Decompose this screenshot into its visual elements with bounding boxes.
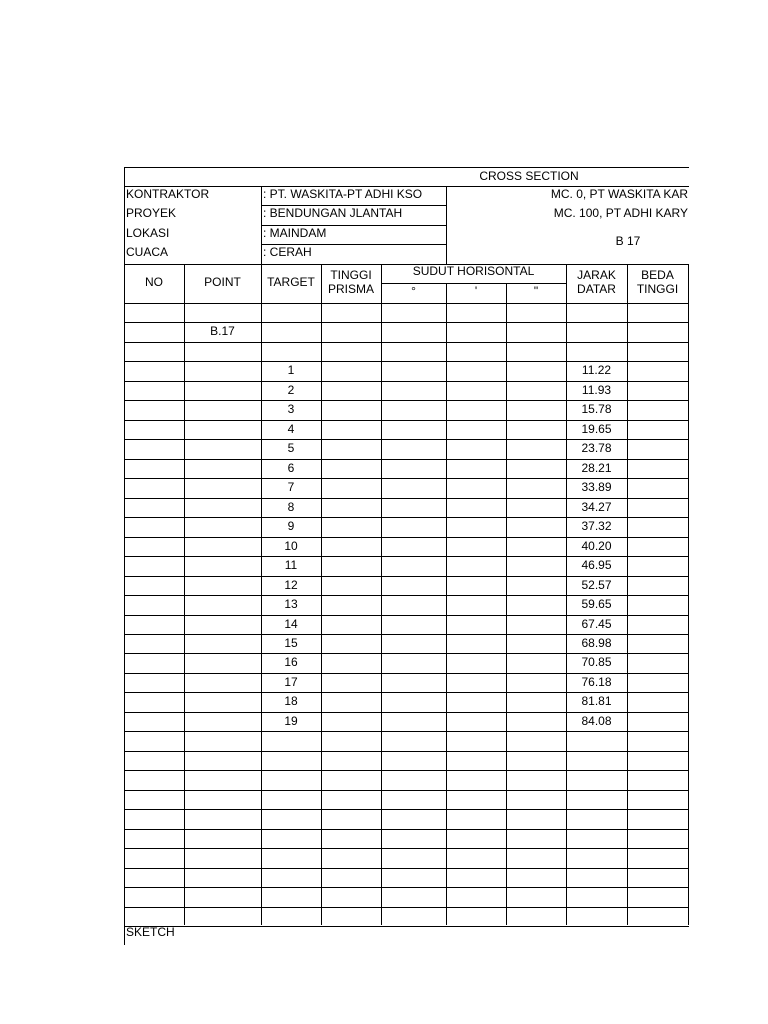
header-beda-tinggi-1: BEDA (641, 269, 674, 282)
header-tinggi-prisma-2: PRISMA (327, 283, 374, 296)
jarak-datar-cell[interactable]: 28.21 (581, 462, 612, 475)
info-label: CUACA (126, 246, 169, 259)
jarak-datar-cell[interactable]: 52.57 (581, 579, 612, 592)
info-value: : BENDUNGAN JLANTAH (263, 207, 403, 220)
grid-hline (261, 244, 447, 245)
grid-hline (124, 576, 689, 577)
contractor-line-1: MC. 0, PT WASKITA KAR (550, 188, 688, 201)
grid-hline (261, 225, 447, 226)
grid-hline (124, 790, 689, 791)
grid-hline (124, 731, 689, 732)
grid-hline (124, 712, 689, 713)
grid-hline (124, 926, 689, 927)
target-cell[interactable]: 13 (284, 598, 298, 611)
jarak-datar-cell[interactable]: 37.32 (581, 520, 612, 533)
target-cell[interactable]: 14 (284, 618, 298, 631)
grid-hline (124, 517, 689, 518)
jarak-datar-cell[interactable]: 67.45 (581, 618, 612, 631)
grid-hline (124, 420, 689, 421)
grid-hline (124, 400, 689, 401)
grid-hline (124, 809, 689, 810)
target-cell[interactable]: 8 (287, 501, 295, 514)
grid-hline (124, 673, 689, 674)
target-cell[interactable]: 5 (287, 442, 295, 455)
jarak-datar-cell[interactable]: 40.20 (581, 540, 612, 553)
grid-hline (124, 615, 689, 616)
grid-hline (124, 498, 689, 499)
header-jarak-datar-1: JARAK (577, 269, 616, 282)
target-cell[interactable]: 7 (287, 481, 295, 494)
header-no: NO (145, 276, 163, 289)
jarak-datar-cell[interactable]: 34.27 (581, 501, 612, 514)
sheet-title: CROSS SECTION (479, 170, 579, 183)
grid-hline (124, 907, 689, 908)
point-b17: B.17 (210, 325, 235, 338)
jarak-datar-cell[interactable]: 15.78 (581, 403, 612, 416)
grid-hline (381, 283, 567, 284)
header-tinggi-prisma-1: TINGGI (330, 269, 372, 282)
target-cell[interactable]: 18 (284, 695, 298, 708)
header-second: " (533, 285, 539, 298)
grid-hline (124, 167, 689, 168)
header-degree: ° (411, 285, 416, 298)
grid-hline (124, 478, 689, 479)
target-cell[interactable]: 6 (287, 462, 295, 475)
grid-hline (124, 537, 689, 538)
header-sudut-horisontal: SUDUT HORISONTAL (412, 265, 535, 278)
target-cell[interactable]: 2 (287, 384, 295, 397)
grid-hline (124, 829, 689, 830)
header-jarak-datar-2: DATAR (577, 283, 616, 296)
grid-hline (124, 342, 689, 343)
target-cell[interactable]: 16 (284, 656, 298, 669)
jarak-datar-cell[interactable]: 46.95 (581, 559, 612, 572)
grid-hline (261, 205, 447, 206)
target-cell[interactable]: 17 (284, 676, 298, 689)
jarak-datar-cell[interactable]: 23.78 (581, 442, 612, 455)
grid-hline (124, 848, 689, 849)
grid-hline (124, 186, 689, 187)
info-label: PROYEK (126, 207, 177, 220)
header-target: TARGET (267, 276, 315, 289)
sketch-label: SKETCH (126, 926, 175, 939)
grid-hline (124, 381, 689, 382)
target-cell[interactable]: 15 (284, 637, 298, 650)
grid-hline (124, 751, 689, 752)
info-value: : PT. WASKITA-PT ADHI KSO (263, 188, 423, 201)
jarak-datar-cell[interactable]: 70.85 (581, 656, 612, 669)
grid-hline (124, 361, 689, 362)
grid-hline (124, 439, 689, 440)
station-label: B 17 (615, 235, 641, 248)
info-label: KONTRAKTOR (126, 188, 210, 201)
grid-hline (124, 595, 689, 596)
grid-hline (124, 634, 689, 635)
jarak-datar-cell[interactable]: 33.89 (581, 481, 612, 494)
grid-hline (124, 322, 689, 323)
jarak-datar-cell[interactable]: 84.08 (581, 715, 612, 728)
target-cell[interactable]: 3 (287, 403, 295, 416)
info-value: : MAINDAM (263, 227, 327, 240)
target-cell[interactable]: 1 (287, 364, 295, 377)
jarak-datar-cell[interactable]: 19.65 (581, 423, 612, 436)
jarak-datar-cell[interactable]: 11.93 (581, 384, 612, 397)
jarak-datar-cell[interactable]: 59.65 (581, 598, 612, 611)
header-beda-tinggi-2: TINGGI (636, 283, 679, 296)
contractor-line-2: MC. 100, PT ADHI KARY (553, 207, 688, 220)
jarak-datar-cell[interactable]: 76.18 (581, 676, 612, 689)
grid-hline (124, 556, 689, 557)
info-label: LOKASI (126, 227, 170, 240)
target-cell[interactable]: 9 (287, 520, 295, 533)
grid-hline (124, 692, 689, 693)
header-minute: ' (474, 285, 478, 298)
jarak-datar-cell[interactable]: 68.98 (581, 637, 612, 650)
target-cell[interactable]: 10 (284, 540, 298, 553)
grid-hline (124, 303, 689, 304)
target-cell[interactable]: 4 (287, 423, 295, 436)
jarak-datar-cell[interactable]: 11.22 (581, 364, 612, 377)
grid-hline (124, 653, 689, 654)
header-point: POINT (204, 276, 241, 289)
target-cell[interactable]: 19 (284, 715, 298, 728)
grid-hline (124, 770, 689, 771)
grid-hline (124, 459, 689, 460)
grid-hline (124, 887, 689, 888)
target-cell[interactable]: 12 (284, 579, 298, 592)
grid-hline (124, 868, 689, 869)
jarak-datar-cell[interactable]: 81.81 (581, 695, 612, 708)
info-value: : CERAH (263, 246, 312, 259)
target-cell[interactable]: 11 (284, 559, 298, 572)
